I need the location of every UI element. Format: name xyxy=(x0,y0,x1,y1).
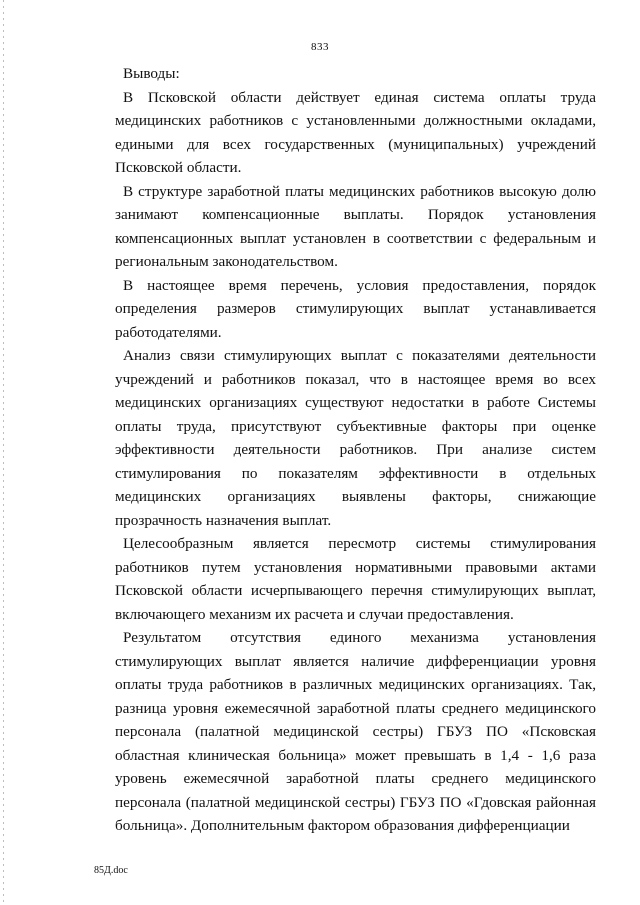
paragraph-3: В настоящее время перечень, условия предоставления, порядок определения размеров стимулирующих выплат устанавливается работодателями. xyxy=(115,276,596,341)
paragraph-5: Целесообразным является пересмотр системы стимулирования работников путем установления нормативными правовыми актами Псковской области исчерпывающего перечня стимулирующих выплат, включающего механизм их расчета и случаи предоставления. xyxy=(115,535,596,623)
scan-edge xyxy=(3,0,4,905)
file-name-footer: 85Д.doc xyxy=(94,865,128,876)
paragraph-2: В структуре заработной платы медицинских работников высокую долю занимают компенсационные выплаты. Порядок установления компенсационных выплат установлен в соответствии с федеральным и региональным законодательством. xyxy=(115,182,596,270)
page-number: 833 xyxy=(311,41,329,53)
paragraph-4: Анализ связи стимулирующих выплат с показателями деятельности учреждений и работников показал, что в настоящее время во всех медицинских организациях существуют недостатки в работе Системы оплаты труда, присутствуют субъективные факторы при оценке эффективности деятельности работников. При анализе систем стимулирования по показателям эффективности в отдельных медицинских организациях выявлены факторы, снижающие прозрачность назначения выплат. xyxy=(115,347,596,529)
paragraph-6: Результатом отсутствия единого механизма установления стимулирующих выплат является наличие дифференциации уровня оплаты труда работников в различных медицинских организациях. Так, разница уровня ежемесячной заработной платы среднего медицинского персонала (палатной медицинской сестры) ГБУЗ ПО «Псковская областная клиническая больница» может превышать в 1,4 - 1,6 раза уровень ежемесячной заработной платы среднего медицинского персонала (палатной медицинской сестры) ГБУЗ ПО «Гдовская районная больница». Дополнительным фактором образования дифференциации xyxy=(115,629,596,834)
section-heading: Выводы: xyxy=(123,65,180,82)
paragraph-1: В Псковской области действует единая система оплаты труда медицинских работников с установленными должностными окладами, едиными для всех государственных (муниципальных) учреждений Псковской области. xyxy=(115,88,596,176)
document-body xyxy=(115,62,596,838)
